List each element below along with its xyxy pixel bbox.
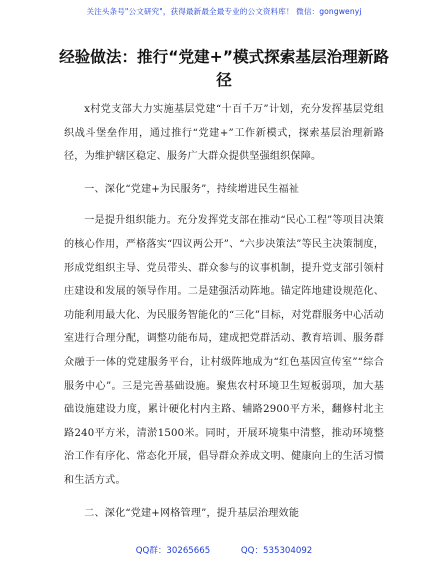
intro-paragraph: x村党支部大力实施基层党建“十百千万”计划，充分发挥基层党组织战斗堡垒作用，通过推行“党建+”工作新模式，探索基层治理新路径，为维护辖区稳定、服务广大群众提供坚强组织保障。 [64,104,384,163]
section-1-heading: 一、深化“党建+为民服务”，持续增进民生福祉 [84,183,300,195]
qq-group-text: QQ群：30265665 [135,546,211,556]
header-note: 关注头条号"公文研究"，获得最新最全最专业的公文资料库！ 微信：gongwenyj [86,7,362,16]
footer-contact [0,544,448,556]
document-title: 经验做法：推行“党建+”模式探索基层治理新路径 [59,48,389,89]
section-2-heading: 二、深化“党建+网格管理”，提升基层治理效能 [84,507,300,519]
qq-text: QQ：535304092 [240,546,313,556]
document-body [64,98,384,533]
section-1-paragraph: 一是提升组织能力。充分发挥党支部在推动“民心工程”等项目决策的核心作用，严格落实“四议两公开”、“六步决策法”等民主决策制度，形成党组织主导、党员带头、群众参与的议事机制，提升党支部引领村庄建设和发展的领导作用。二是建强活动阵地。锚定阵地建设规范化、功能利用最大化、为民服务智能化的“三化”目标，对党群服务中心活动室进行合理分配，调整功能布局，建成把党群活动、教育培训、服务群众融于一体的党建服务平台，让村级阵地成为“红色基因宣传室”“综合服务中心”。三是完善基础设施。聚焦农村环境卫生短板弱项，加大基础设施建设力度，累计硬化村内主路、辅路2900平方米，翻修村北主路240平方米，清淤1500米。同时，开展环境集中清整，推动环境整治工作有序化、常态化开展，倡导群众养成文明、健康向上的生活习惯和生活方式。 [64,215,384,486]
